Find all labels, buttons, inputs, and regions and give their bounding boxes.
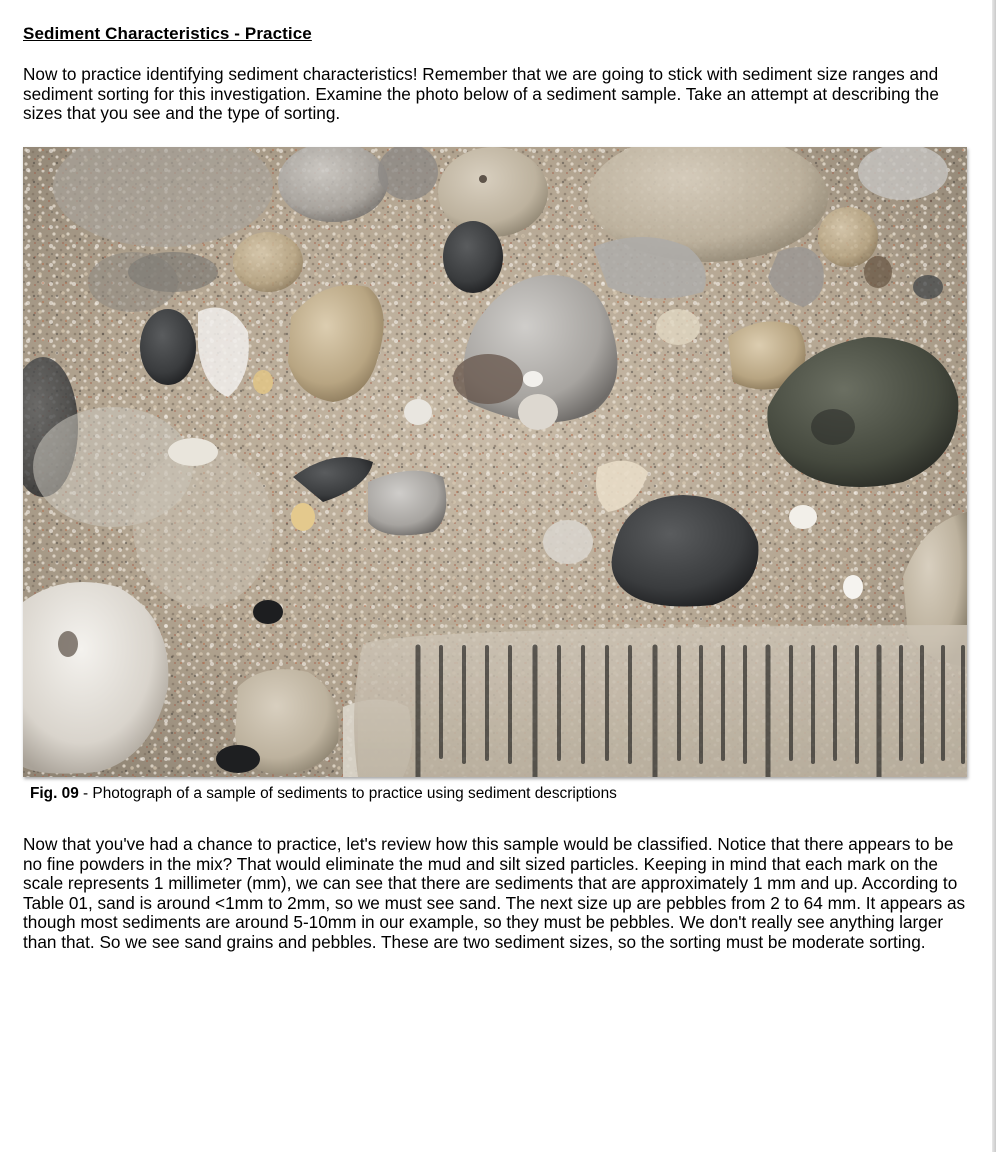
figure-caption-text: - Photograph of a sample of sediments to practice using sediment descriptions [78, 785, 617, 802]
page-right-edge [992, 0, 996, 1152]
sediment-photo [23, 147, 967, 777]
review-paragraph: Now that you've had a chance to practice, let's review how this sample would be classified. Notice that there appears to be no fine powders in the mix? That would eliminate the mud and silt sized particles. Keeping in mind that each mark on the scale represents 1 millimeter (mm), we can see that there are sediments that are approximately 1 mm and up. According to Table 01, sand is around <1mm to 2mm, so we must see sand. The next size up are pebbles from 2 to 64 mm. It appears as though most sediments are around 5-10mm in our example, so they must be pebbles. We don't really see anything larger than that. So we see sand grains and pebbles. These are two sediment sizes, so the sorting must be moderate sorting. [23, 834, 966, 952]
figure-label: Fig. 09 [30, 785, 79, 802]
intro-paragraph: Now to practice identifying sediment characteristics! Remember that we are going to stick with sediment size ranges and sediment sorting for this investigation. Examine the photo below of a sediment sample. Take an attempt at describing the sizes that you see and the type of sorting. [23, 64, 939, 124]
page-title: Sediment Characteristics - Practice [23, 24, 312, 43]
mm-scale-ruler [354, 625, 967, 777]
figure-caption [30, 785, 617, 803]
